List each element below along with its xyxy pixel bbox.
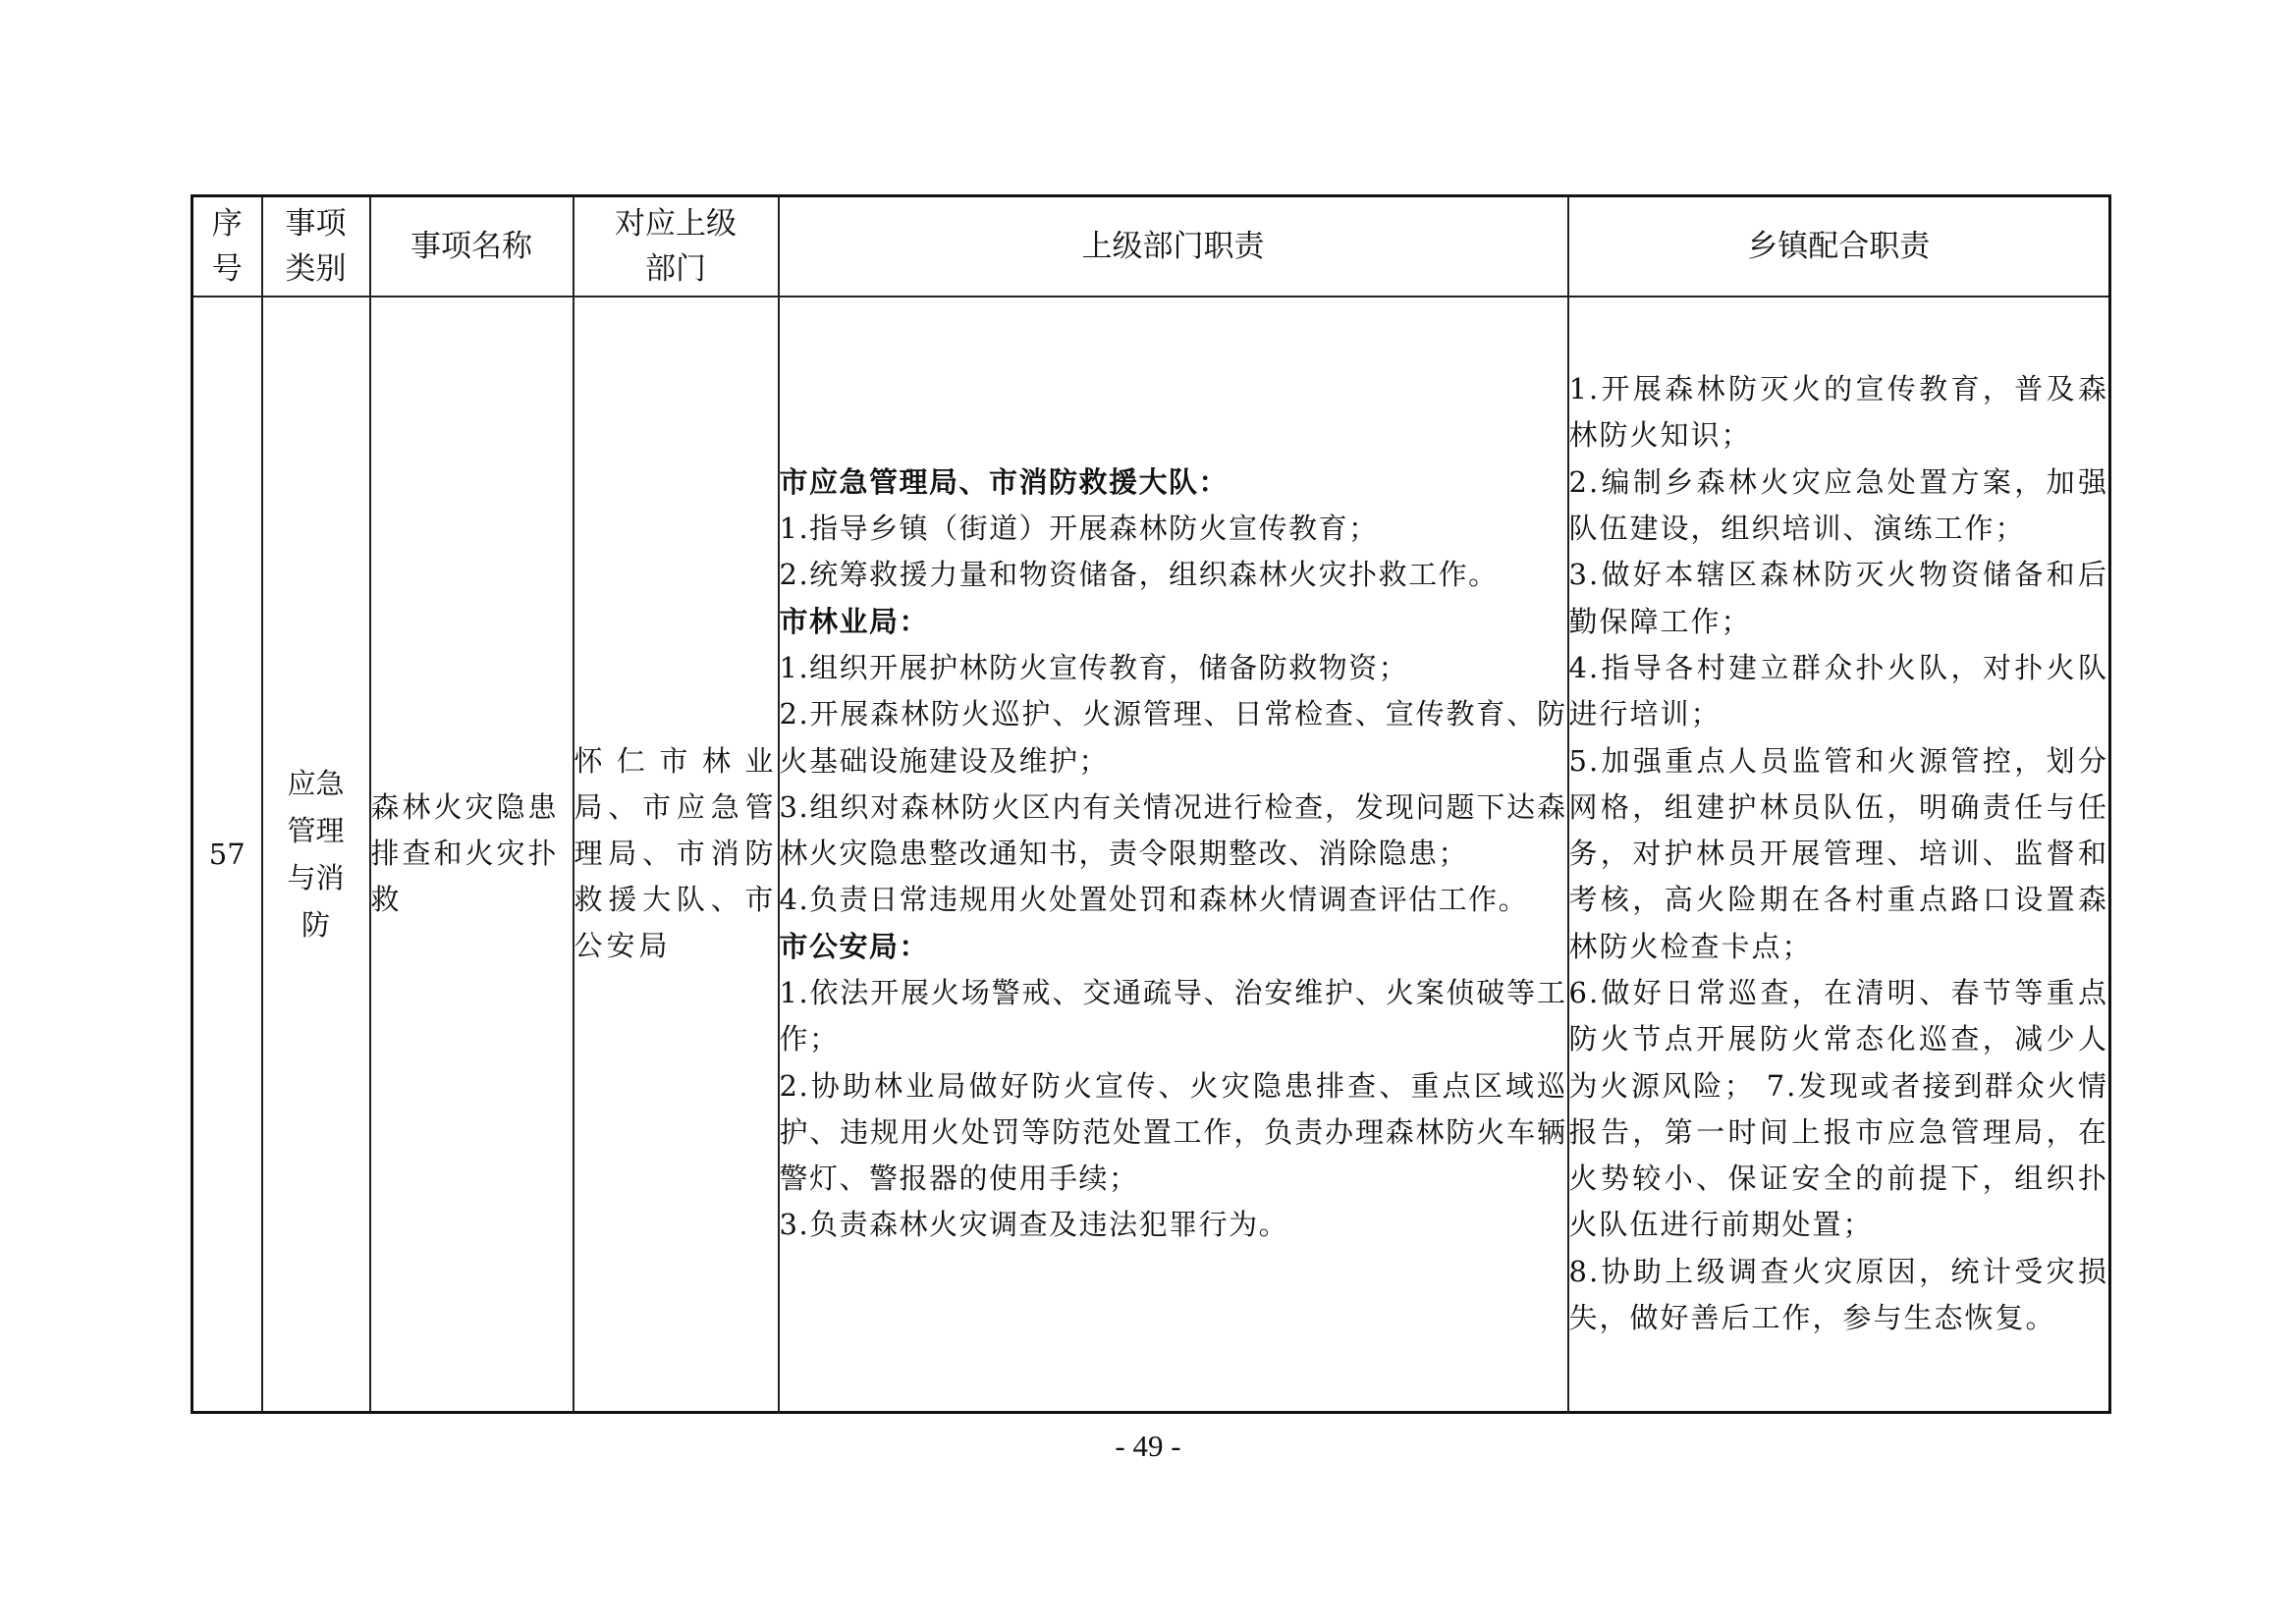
upper-duty-heading-emergency: 市应急管理局、市消防救援大队： <box>779 464 1230 499</box>
upper-duty-item: 2.协助林业局做好防火宣传、火灾隐患排查、重点区域巡护、违规用火处罚等防范处置工作，负责办理森林防火车辆警灯、警报器的使用手续； <box>779 1068 1567 1196</box>
town-duty-item: 5.加强重点人员监管和火源管控，划分网格，组建护林员队伍，明确责任与任务，对护林员开展管理、培训、监督和考核，高火险期在各村重点路口设置森林防火检查卡点； <box>1568 743 2108 963</box>
upper-duty-item: 2.统筹救援力量和物资储备，组织森林火灾扑救工作。 <box>779 558 1499 592</box>
table-header <box>192 196 2110 297</box>
town-duty-item: 4.指导各村建立群众扑火队，对扑火队进行培训； <box>1568 650 2108 731</box>
town-duty-item: 3.做好本辖区森林防灭火物资储备和后勤保障工作； <box>1568 558 2108 638</box>
header-town-duty: 乡镇配合职责 <box>1568 196 2110 297</box>
header-category: 事项 类别 <box>262 196 370 297</box>
responsibility-table <box>191 194 2111 1414</box>
header-row <box>192 196 2110 297</box>
upper-duty-heading-police: 市公安局： <box>779 929 930 963</box>
page-number: - 49 - <box>1115 1429 1181 1463</box>
cell-upper-duty <box>779 297 1568 1413</box>
cell-town-duty <box>1568 297 2110 1413</box>
town-duty-item: 2.编制乡森林火灾应急处置方案，加强队伍建设，组织培训、演练工作； <box>1568 464 2108 546</box>
town-duty-item: 1.开展森林防灭火的宣传教育，普及森林防火知识； <box>1568 372 2108 453</box>
upper-duty-item: 1.依法开展火场警戒、交通疏导、治安维护、火案侦破等工作； <box>779 975 1567 1056</box>
upper-duty-item: 3.负责森林火灾调查及违法犯罪行为。 <box>779 1208 1289 1242</box>
upper-duty-item: 4.负责日常违规用火处置处罚和森林火情调查评估工作。 <box>779 883 1529 917</box>
cell-seq: 57 <box>192 297 262 1413</box>
upper-duty-item: 3.组织对森林防火区内有关情况进行检查，发现问题下达森林火灾隐患整改通知书，责令限期整改、消除隐患； <box>779 789 1567 871</box>
cell-dept: 怀仁市林业局、市应急管理局、市消防救援大队、市公安局 <box>574 297 779 1413</box>
header-seq: 序 号 <box>192 196 262 297</box>
upper-duty-heading-forestry: 市林业局： <box>779 604 930 638</box>
cell-category: 应急 管理 与消 防 <box>262 297 370 1413</box>
town-duty-item: 8.协助上级调查火灾原因，统计受灾损失，做好善后工作，参与生态恢复。 <box>1568 1254 2108 1335</box>
header-upper-duty: 上级部门职责 <box>779 196 1568 297</box>
upper-duty-item: 2.开展森林防火巡护、火源管理、日常检查、宣传教育、防火基础设施建设及维护； <box>779 697 1567 778</box>
town-duty-item: 7.发现或者接到群众火情报告，第一时间上报市应急管理局，在火势较小、保证安全的前提下，组织扑火队伍进行前期处置； <box>1568 1068 2108 1242</box>
cell-item-name: 森林火灾隐患排查和火灾扑救 <box>370 297 574 1413</box>
town-duty-item: 6.做好日常巡查，在清明、春节等重点防火节点开展防火常态化巡查，减少人为火源风险； <box>1568 975 2108 1103</box>
header-dept: 对应上级 部门 <box>574 196 779 297</box>
table-row <box>192 297 2110 1413</box>
upper-duty-item: 1.指导乡镇（街道）开展森林防火宣传教育； <box>779 512 1379 546</box>
upper-duty-item: 1.组织开展护林防火宣传教育，储备防救物资； <box>779 650 1409 684</box>
header-item-name: 事项名称 <box>370 196 574 297</box>
